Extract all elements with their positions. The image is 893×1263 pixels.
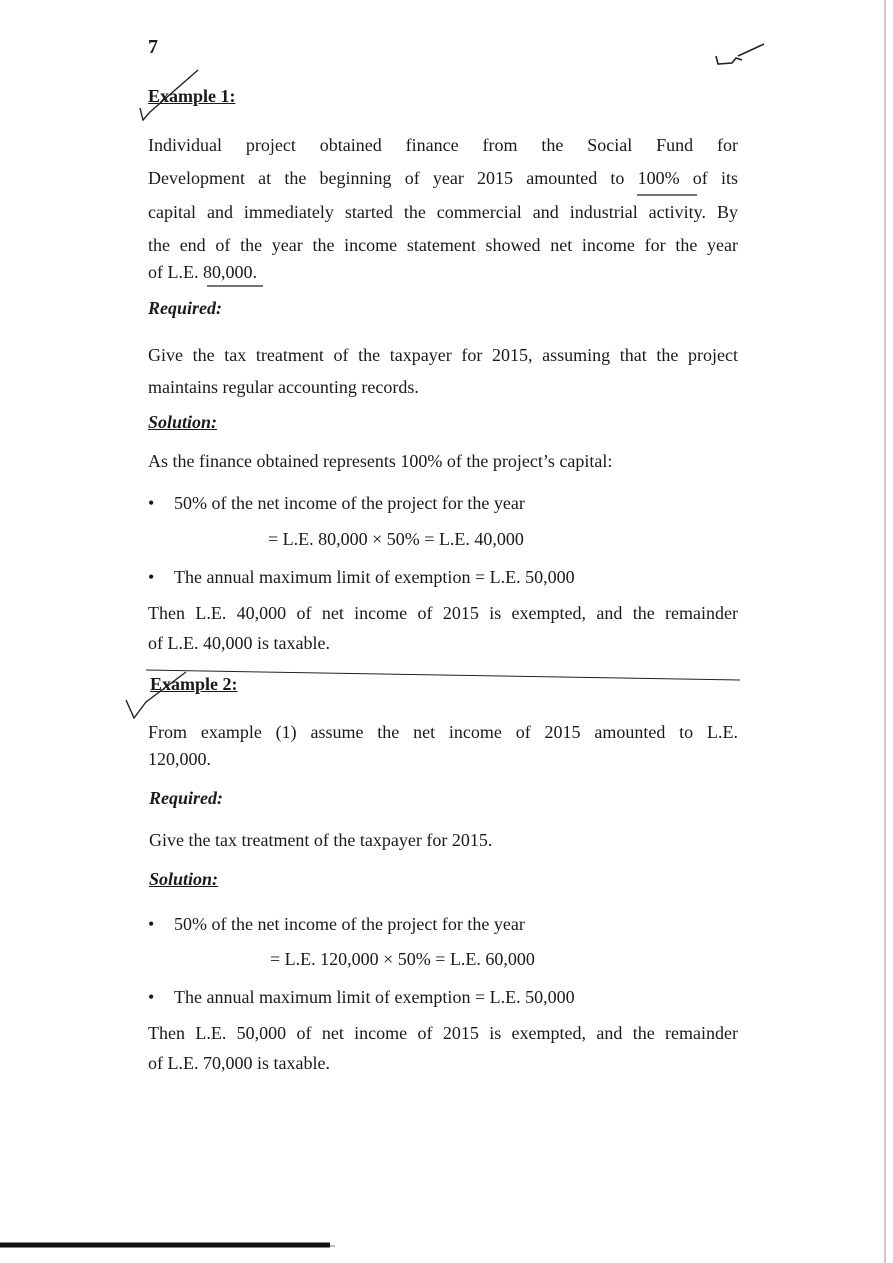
bullet-icon: • [148, 567, 155, 587]
example-1-line: Individual project obtained finance from the Social Fund for [148, 135, 738, 155]
example-2-conclusion-line: Then L.E. 50,000 of net income of 2015 is exempted, and the remainder [148, 1023, 738, 1043]
example-1-heading: Example 1: [148, 86, 236, 106]
bullet-icon: • [148, 987, 155, 1007]
example-1-equation: = L.E. 80,000 × 50% = L.E. 40,000 [268, 529, 524, 549]
example-2-required-text: Give the tax treatment of the taxpayer for 2015. [149, 830, 493, 850]
example-2-line: 120,000. [148, 749, 211, 769]
example-2-required-label: Required: [149, 788, 223, 808]
example-2-heading: Example 2: [150, 674, 238, 694]
example-1-line: Development at the beginning of year 2015 amounted to 100% of its [148, 168, 738, 188]
example-2-solution-label: Solution: [149, 869, 219, 889]
example-1-bullet: • 50% of the net income of the project for the year [148, 493, 525, 513]
example-2-bullet: • 50% of the net income of the project for the year [148, 914, 525, 934]
example-1-conclusion-line: of L.E. 40,000 is taxable. [148, 633, 330, 653]
example-2-line: From example (1) assume the net income of 2015 amounted to L.E. [148, 722, 738, 742]
example-1-line: the end of the year the income statement showed net income for the year [148, 235, 738, 255]
example-1-solution-label: Solution: [148, 412, 218, 432]
bullet-icon: • [148, 493, 155, 513]
example-1-line: of L.E. 80,000. [148, 262, 257, 282]
example-2-conclusion-line: of L.E. 70,000 is taxable. [148, 1053, 330, 1073]
example-1-solution-intro: As the finance obtained represents 100% of the project’s capital: [148, 451, 613, 471]
example-1-required-line: maintains regular accounting records. [148, 377, 419, 397]
example-1-required-line: Give the tax treatment of the taxpayer for 2015, assuming that the project [148, 345, 738, 365]
bullet-icon: • [148, 914, 155, 934]
example-2-equation: = L.E. 120,000 × 50% = L.E. 60,000 [270, 949, 535, 969]
example-1-line: capital and immediately started the commercial and industrial activity. By [148, 202, 738, 222]
example-1-conclusion-line: Then L.E. 40,000 of net income of 2015 is exempted, and the remainder [148, 603, 738, 623]
example-1-required-label: Required: [148, 298, 222, 318]
scribble-mark-icon [716, 44, 764, 64]
example-1-bullet: • The annual maximum limit of exemption = L.E. 50,000 [148, 567, 575, 587]
page-number: 7 [148, 36, 158, 58]
example-2-bullet: • The annual maximum limit of exemption = L.E. 50,000 [148, 987, 575, 1007]
